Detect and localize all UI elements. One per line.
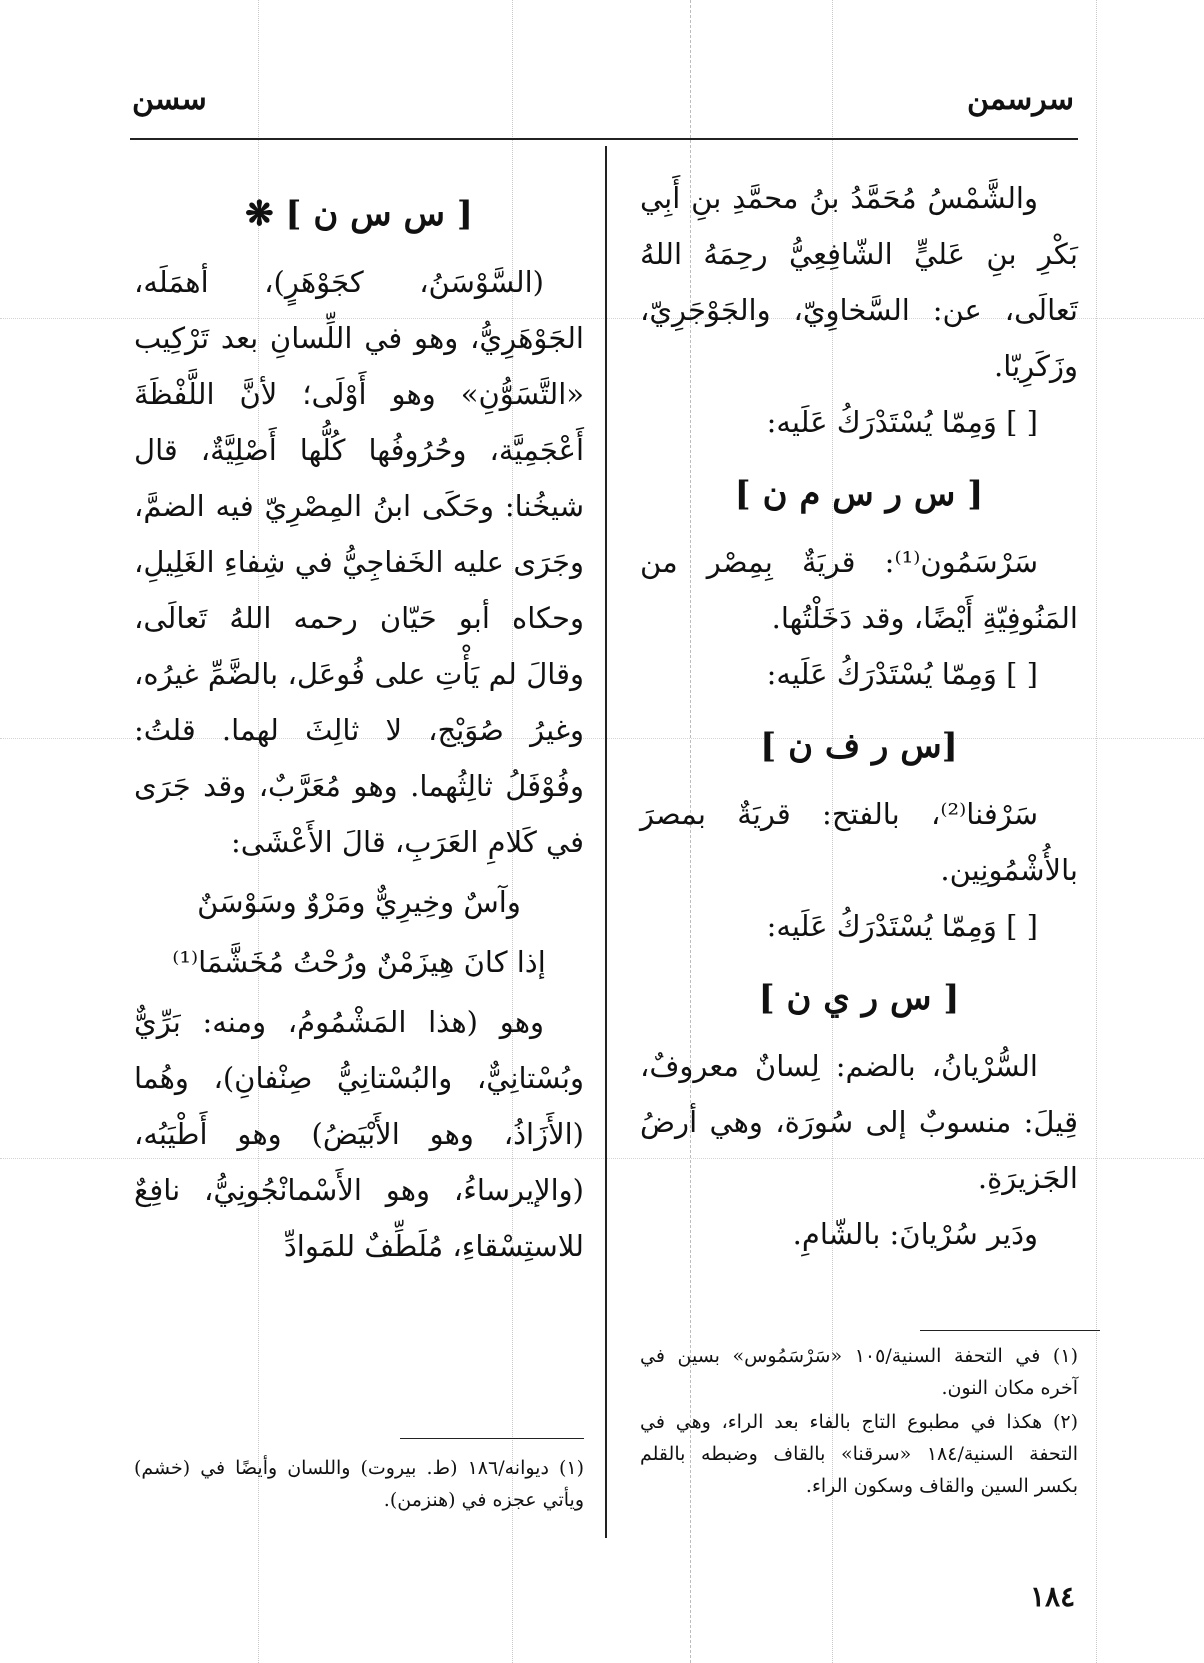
- entry-heading: [ س ر ي ن ]: [758, 978, 960, 1018]
- entry-heading: [ س س ن ] ❋: [245, 194, 473, 234]
- verse-line: إذا كانَ هِيزَمْنٌ ورُحْتُ مُخَشَّمَا⁽¹⁾: [172, 945, 546, 979]
- right-column: [640, 170, 1078, 1262]
- mustadrak-note: [ ] وَمِمّا يُسْتَدْرَكُ عَلَيه:: [766, 909, 1038, 943]
- page-number: ١٨٤: [1030, 1580, 1076, 1613]
- footnotes-right: [640, 1340, 1078, 1504]
- footnotes-left: [134, 1452, 584, 1518]
- entry-heading: [س ر ف ن ]: [760, 726, 958, 766]
- header-rule: [130, 138, 1078, 140]
- paragraph: (السَّوْسَنُ، كجَوْهَرٍ)، أهمَلَه، الجَوْهَرِيُّ، وهو في اللِّسانِ بعد تَرْكِيب «التَّسَوُّنِ» وهو أَوْلَى؛ لأنَّ اللَّفْظَةَ أَعْجَمِيَّة، وحُرُوفُها كُلُّها أَصْلِيَّةٌ، قال شيخُنا: وحَكَى ابنُ المِصْرِيّ فيه الضمَّ، وجَرَى عليه الخَفاجِيُّ في شِفاءِ الغَلِيلِ، وحكاه أبو حَيّان رحمه اللهُ تَعالَى، وقالَ لم يَأْتِ على فُوعَل، بالضَّمِّ غيرُه، وغيرُ صُوَيْج، لا ثالِثَ لهما. قلتُ: وفُوْفَلُ ثالِثُهما. وهو مُعَرَّبٌ، وقد جَرَى في كَلامِ العَرَبِ، قالَ الأَعْشَى:: [134, 265, 584, 859]
- column-divider: [605, 146, 607, 1538]
- verse-line: وآسٌ وخِيرِيٌّ ومَرْوٌ وسَوْسَنٌ: [197, 885, 521, 919]
- paragraph: وهو (هذا المَشْمُومُ، ومنه: بَرِّيٌّ وبُسْتانِيٌّ، والبُسْتانِيُّ صِنْفانِ)، وهُما (الأَزَاذُ، وهو الأَبْيَضُ) وهو أَطْيَبُه، (والإيرساءُ، وهو الأَسْمانْجُونِيُّ، نافِعٌ للاستِسْقاءِ، مُلَطِّفٌ للمَوادِّ: [134, 1005, 584, 1263]
- left-column: [134, 170, 584, 1274]
- paragraph: سَرْسَمُون⁽¹⁾: قريَةٌ بِمِصْر من المَنُوفِيّةِ أَيْضًا، وقد دَخَلْتُها.: [640, 545, 1078, 635]
- paragraph: ودَير سُرْيانَ: بالشّامِ.: [792, 1217, 1038, 1251]
- paragraph: السُّرْيانُ، بالضم: لِسانٌ معروفٌ، قِيلَ: منسوبٌ إلى سُورَة، وهي أرضُ الجَزيرَةِ.: [640, 1049, 1078, 1195]
- footnote-rule: [400, 1438, 584, 1439]
- mustadrak-note: [ ] وَمِمّا يُسْتَدْرَكُ عَلَيه:: [766, 657, 1038, 691]
- footnote: (١) في التحفة السنية/١٠٥ «سَرْسَمُوس» بسين في آخره مكان النون.: [640, 1345, 1078, 1399]
- footnote: (١) ديوانه/١٨٦ (ط. بيروت) واللسان وأيضًا في (خشم) ويأتي عجزه في (هنزمن).: [134, 1457, 584, 1511]
- mustadrak-note: [ ] وَمِمّا يُسْتَدْرَكُ عَلَيه:: [766, 405, 1038, 439]
- running-header-left: سسن: [132, 82, 207, 117]
- footnote-rule: [920, 1330, 1100, 1331]
- running-header-right: سرسمن: [966, 82, 1074, 117]
- entry-heading: [ س ر س م ن ]: [734, 474, 984, 514]
- paragraph: والشَّمْسُ مُحَمَّدُ بنُ محمَّدِ بنِ أَبِي بَكْرِ بنِ عَليٍّ الشّافِعِيُّ رحِمَهُ اللهُ تَعالَى، عن: السَّخاوِيّ، والجَوْجَرِيّ، وزَكَرِيّا.: [640, 181, 1078, 383]
- scan-dot-guide: [1096, 0, 1097, 1663]
- paragraph: سَرْفنا⁽²⁾، بالفتح: قريَةٌ بمصرَ بالأُشْمُونِين.: [640, 797, 1078, 887]
- footnote: (٢) هكذا في مطبوع التاج بالفاء بعد الراء، وهي في التحفة السنية/١٨٤ «سرقنا» بالقاف وضبطه بالقلم بكسر السين والقاف وسكون الراء.: [640, 1411, 1079, 1497]
